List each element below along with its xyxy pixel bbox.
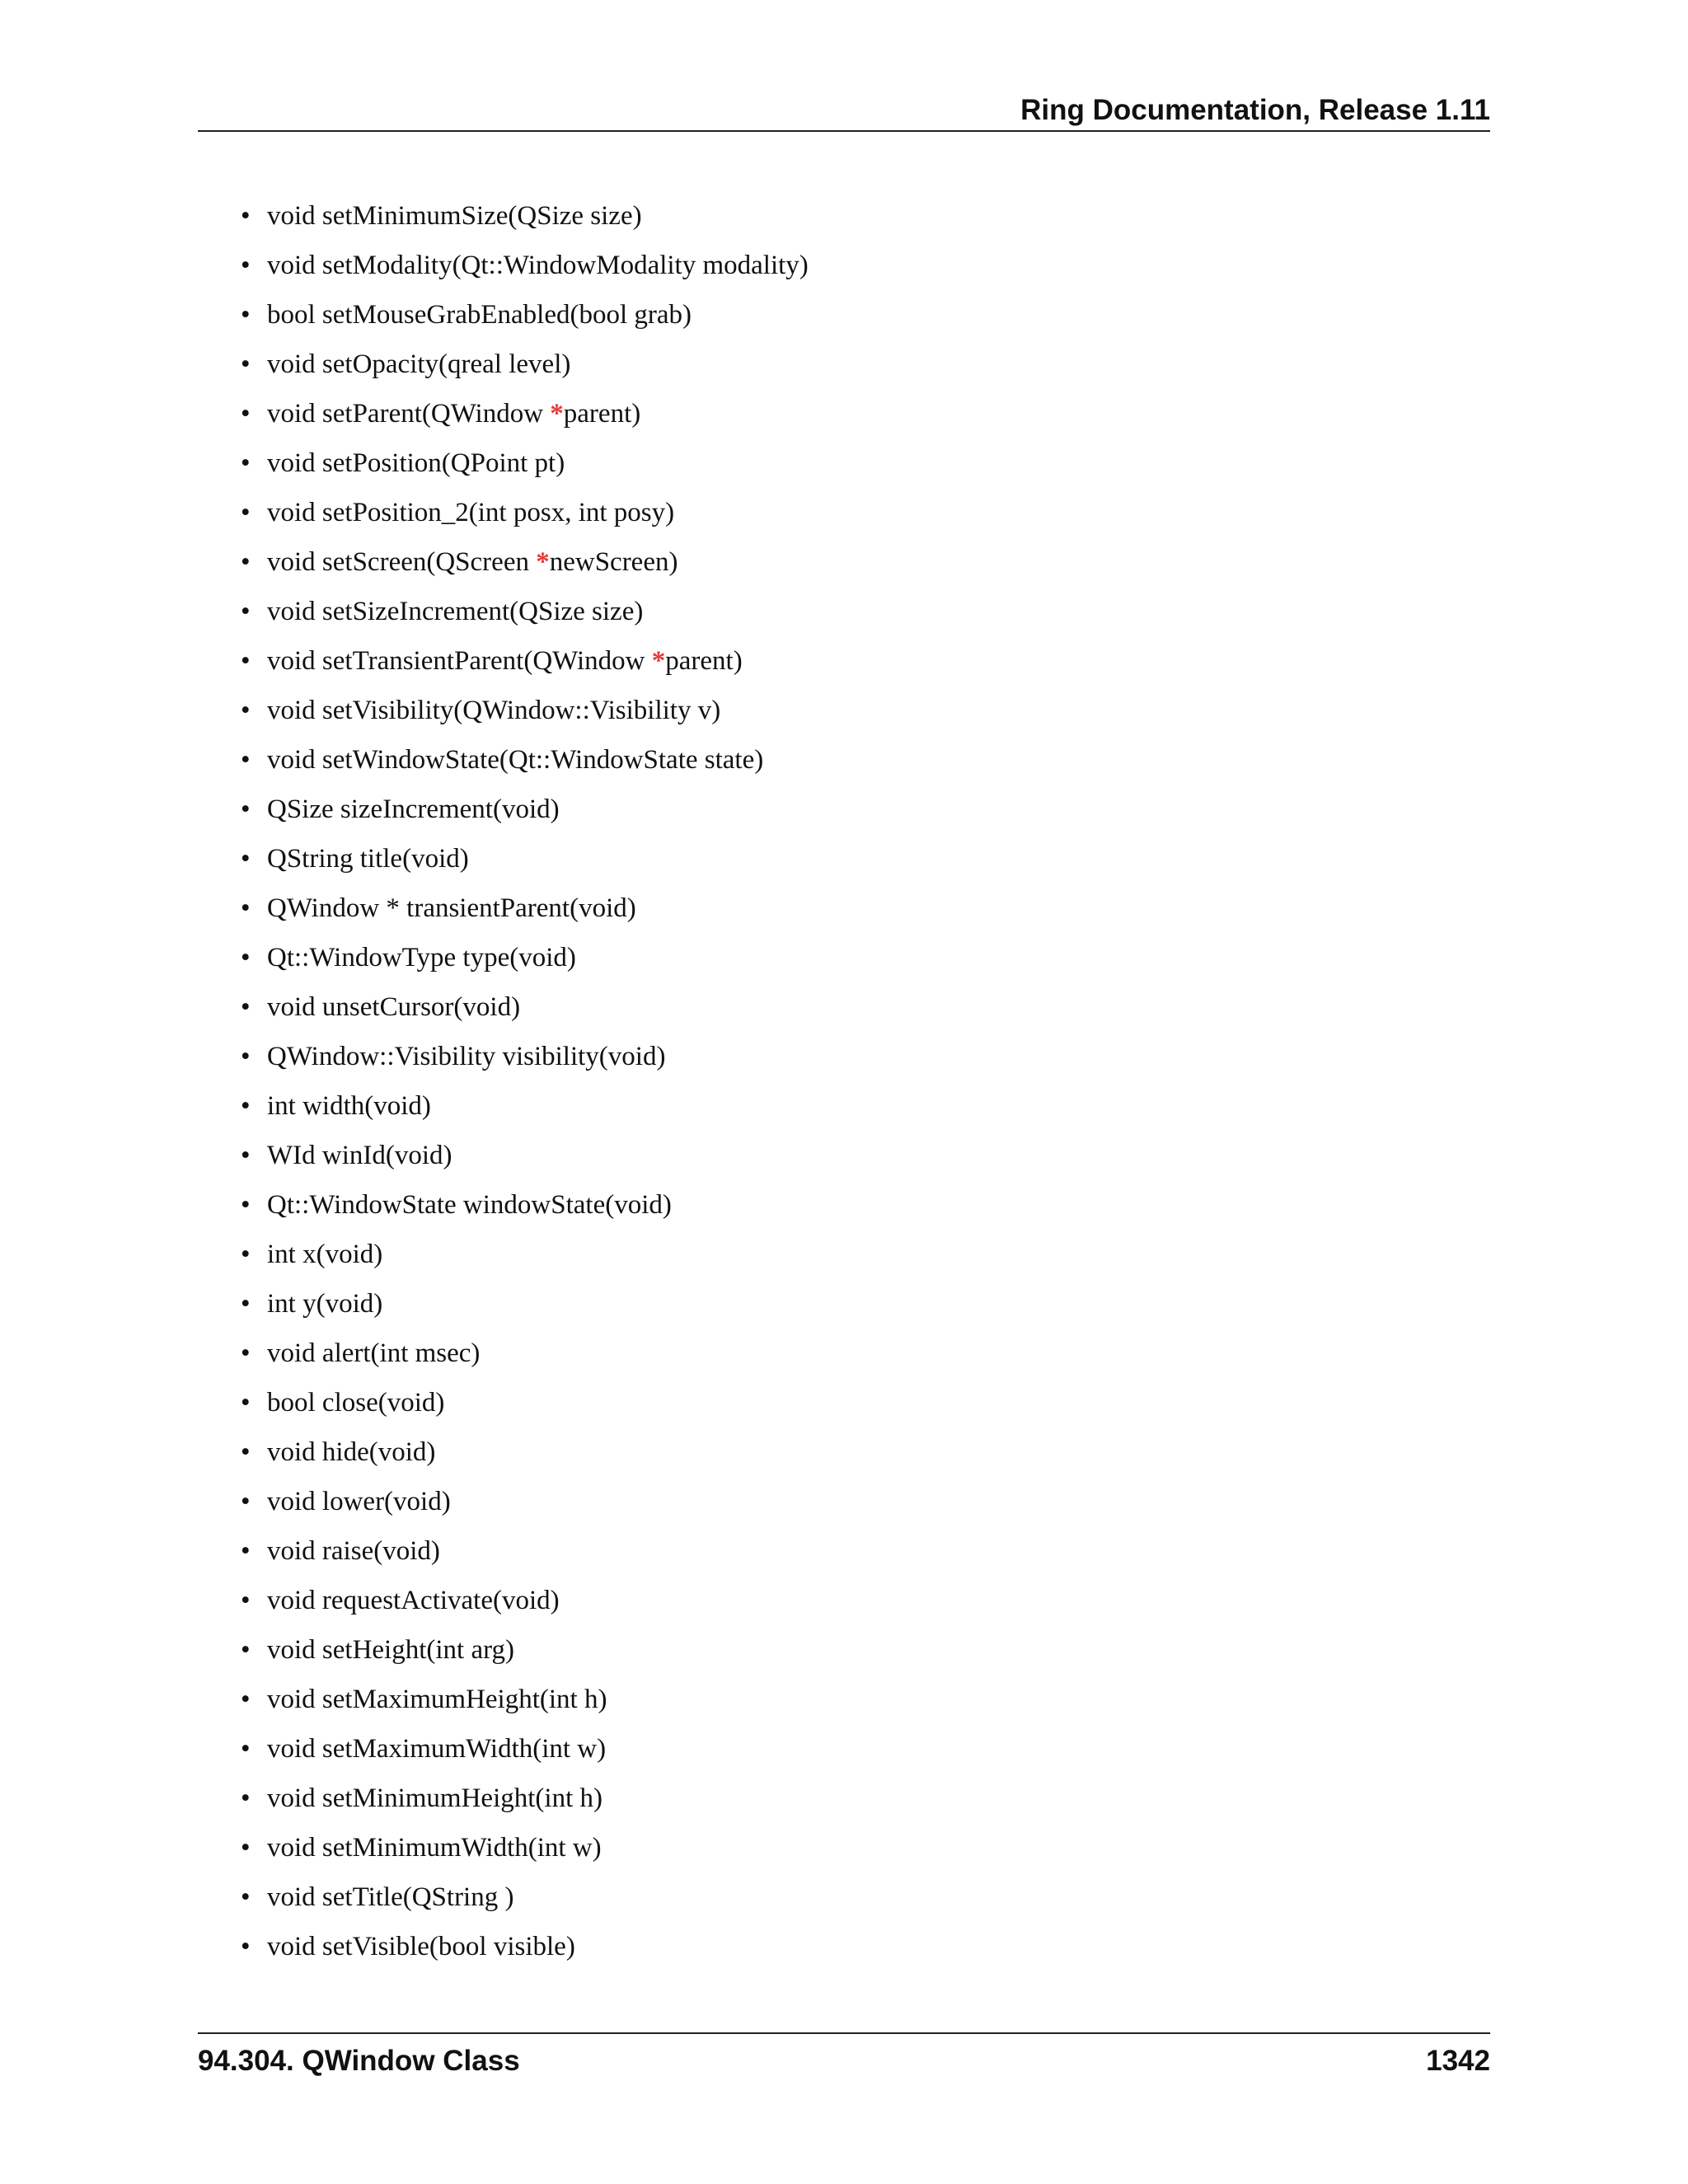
list-item — [241, 1279, 809, 1329]
bullet-icon: • — [241, 597, 251, 626]
bullet-icon: • — [241, 1932, 251, 1961]
list-item — [241, 1625, 809, 1675]
bullet-icon: • — [241, 399, 251, 429]
method-signature-prefix: void setParent(QWindow — [267, 399, 551, 429]
method-signature: void lower(void) — [267, 1487, 451, 1516]
list-item — [241, 1378, 809, 1427]
method-signature: void setMaximumHeight(int h) — [267, 1685, 607, 1714]
list-item — [241, 1526, 809, 1576]
method-signature: int width(void) — [267, 1091, 431, 1121]
list-item — [241, 1180, 809, 1230]
bullet-icon: • — [241, 1487, 251, 1516]
method-signature-prefix: void setScreen(QScreen — [267, 547, 537, 577]
section-title: 94.304. QWindow Class — [198, 2045, 520, 2077]
bullet-icon: • — [241, 943, 251, 972]
list-item — [241, 1131, 809, 1180]
method-signature: void setModality(Qt::WindowModality modality) — [267, 251, 809, 280]
pointer-asterisk: * — [536, 547, 550, 577]
list-item — [241, 1823, 809, 1872]
bullet-icon: • — [241, 1586, 251, 1615]
bullet-icon: • — [241, 251, 251, 280]
method-signature: void setSizeIncrement(QSize size) — [267, 597, 644, 626]
bullet-icon: • — [241, 1042, 251, 1071]
method-signature: WId winId(void) — [267, 1141, 452, 1170]
page-number: 1342 — [1426, 2045, 1490, 2077]
list-item — [241, 1724, 809, 1774]
method-signature-suffix: parent) — [563, 399, 641, 429]
bullet-icon: • — [241, 1388, 251, 1418]
page-header — [198, 91, 1490, 132]
bullet-icon: • — [241, 646, 251, 676]
list-item — [241, 1427, 809, 1477]
list-item — [241, 1774, 809, 1823]
list-item — [241, 636, 809, 686]
bullet-icon: • — [241, 1833, 251, 1863]
bullet-icon: • — [241, 893, 251, 923]
bullet-icon: • — [241, 844, 251, 874]
list-item — [241, 537, 809, 587]
list-item — [241, 834, 809, 883]
list-item — [241, 883, 809, 933]
method-signature: void setTitle(QString ) — [267, 1882, 514, 1912]
bullet-icon: • — [241, 1289, 251, 1319]
method-signature: void raise(void) — [267, 1536, 440, 1566]
bullet-icon: • — [241, 696, 251, 725]
method-signature: void setPosition(QPoint pt) — [267, 448, 565, 478]
bullet-icon: • — [241, 1635, 251, 1665]
list-item — [241, 1329, 809, 1378]
method-signature: QSize sizeIncrement(void) — [267, 794, 560, 824]
document-title: Ring Documentation, Release 1.11 — [1020, 94, 1490, 126]
list-item — [241, 191, 809, 241]
bullet-icon: • — [241, 300, 251, 330]
method-signature-prefix: void setTransientParent(QWindow — [267, 646, 652, 676]
bullet-icon: • — [241, 1190, 251, 1220]
list-item — [241, 1032, 809, 1081]
bullet-icon: • — [241, 201, 251, 231]
bullet-icon: • — [241, 745, 251, 775]
bullet-icon: • — [241, 1091, 251, 1121]
list-item — [241, 933, 809, 982]
bullet-icon: • — [241, 349, 251, 379]
method-signature: void setVisibility(QWindow::Visibility v) — [267, 696, 721, 725]
list-item — [241, 735, 809, 785]
list-item — [241, 488, 809, 537]
method-signature: void setMaximumWidth(int w) — [267, 1734, 607, 1764]
list-item — [241, 438, 809, 488]
method-signature-suffix: parent) — [665, 646, 743, 676]
method-signature: void setHeight(int arg) — [267, 1635, 514, 1665]
list-item — [241, 340, 809, 389]
method-signature: void unsetCursor(void) — [267, 992, 521, 1022]
method-signature: void alert(int msec) — [267, 1338, 481, 1368]
method-signature: void setPosition_2(int posx, int posy) — [267, 498, 675, 527]
bullet-icon: • — [241, 1685, 251, 1714]
pointer-asterisk: * — [651, 646, 666, 676]
method-signature: void setMinimumWidth(int w) — [267, 1833, 602, 1863]
list-item — [241, 785, 809, 834]
list-item — [241, 290, 809, 340]
list-item — [241, 1477, 809, 1526]
bullet-icon: • — [241, 498, 251, 527]
list-item — [241, 587, 809, 636]
list-item — [241, 686, 809, 735]
method-signature-suffix: newScreen) — [549, 547, 678, 577]
method-signature: void setMinimumSize(QSize size) — [267, 201, 642, 231]
method-signature: void setOpacity(qreal level) — [267, 349, 571, 379]
list-item — [241, 1675, 809, 1724]
page-footer — [198, 2032, 1490, 2083]
bullet-icon: • — [241, 1536, 251, 1566]
method-signature: int y(void) — [267, 1289, 383, 1319]
bullet-icon: • — [241, 547, 251, 577]
bullet-icon: • — [241, 1240, 251, 1269]
method-signature: QWindow * transientParent(void) — [267, 893, 636, 923]
bullet-icon: • — [241, 1437, 251, 1467]
method-signature: void setMinimumHeight(int h) — [267, 1783, 603, 1813]
bullet-icon: • — [241, 992, 251, 1022]
method-signature: void setVisible(bool visible) — [267, 1932, 575, 1961]
bullet-icon: • — [241, 1141, 251, 1170]
bullet-icon: • — [241, 1734, 251, 1764]
list-item — [241, 1230, 809, 1279]
list-item — [241, 1081, 809, 1131]
method-signature: QString title(void) — [267, 844, 469, 874]
method-signature: void setWindowState(Qt::WindowState state) — [267, 745, 764, 775]
method-signature: void hide(void) — [267, 1437, 436, 1467]
list-item — [241, 1576, 809, 1625]
method-signature: bool close(void) — [267, 1388, 445, 1418]
list-item — [241, 241, 809, 290]
method-signature: Qt::WindowType type(void) — [267, 943, 576, 972]
bullet-icon: • — [241, 448, 251, 478]
bullet-icon: • — [241, 1783, 251, 1813]
method-signature: Qt::WindowState windowState(void) — [267, 1190, 672, 1220]
list-item — [241, 982, 809, 1032]
method-signature: bool setMouseGrabEnabled(bool grab) — [267, 300, 692, 330]
bullet-icon: • — [241, 1338, 251, 1368]
method-signature: void requestActivate(void) — [267, 1586, 560, 1615]
bullet-icon: • — [241, 794, 251, 824]
method-list — [241, 191, 809, 1971]
list-item — [241, 389, 809, 438]
list-item — [241, 1872, 809, 1922]
method-signature: int x(void) — [267, 1240, 383, 1269]
list-item — [241, 1922, 809, 1971]
bullet-icon: • — [241, 1882, 251, 1912]
method-signature: QWindow::Visibility visibility(void) — [267, 1042, 666, 1071]
pointer-asterisk: * — [550, 399, 564, 429]
